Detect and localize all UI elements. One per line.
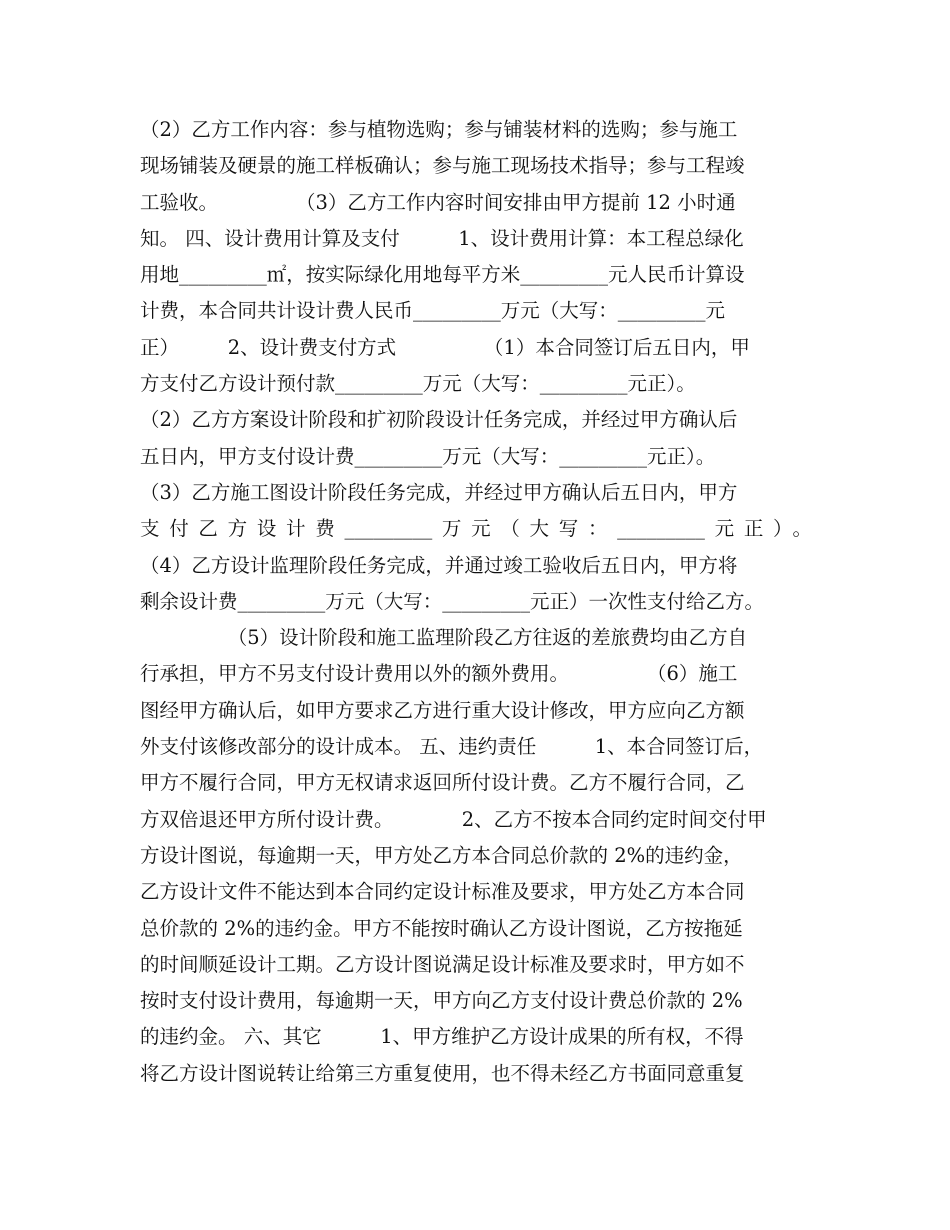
text-line: 方设计图说，每逾期一天，甲方处乙方本合同总价款的 2%的违约金，: [140, 843, 743, 867]
text-line: （2）乙方工作内容：参与植物选购；参与铺装材料的选购；参与施工: [140, 118, 738, 141]
text-line: 方支付乙方设计预付款_________万元（大写：_________元正）。: [140, 372, 696, 396]
text-line: 现场铺装及硬景的施工样板确认；参与施工现场技术指导；参与工程竣: [140, 154, 745, 178]
text-line: 计费，本合同共计设计费人民币_________万元（大写：_________元: [140, 299, 726, 323]
text-line: 用地_________㎡，按实际绿化用地每平方米_________元人民币计算设: [140, 263, 745, 287]
text-line: 乙方设计文件不能达到本合同约定设计标准及要求，甲方处乙方本合同: [140, 880, 745, 904]
text-line: 工验收。 （3）乙方工作内容时间安排由甲方提前 12 小时通: [140, 190, 736, 214]
text-line: 五日内，甲方支付设计费_________万元（大写：_________元正）。: [140, 444, 716, 468]
text-line: （2）乙方方案设计阶段和扩初阶段设计任务完成，并经过甲方确认后: [140, 408, 738, 432]
text-line: 支付乙方设计费_________万元（大写：_________元正）。: [140, 517, 812, 541]
text-line: 行承担，甲方不另支付设计费用以外的额外费用。 （6）施工: [140, 662, 738, 686]
text-line: 外支付该修改部分的设计成本。 五、违约责任 1、本合同签订后，: [140, 735, 764, 759]
text-line: 剩余设计费_________万元（大写：_________元正）一次性支付给乙方。: [140, 589, 765, 613]
text-line: 正） 2、设计费支付方式 （1）本合同签订后五日内，甲: [140, 335, 750, 359]
text-line: （5）设计阶段和施工监理阶段乙方往返的差旅费均由乙方自: [140, 626, 748, 650]
contract-body-text: [140, 112, 812, 1092]
text-line: 方双倍退还甲方所付设计费。 2、乙方不按本合同约定时间交付甲: [140, 807, 767, 831]
text-line: 图经甲方确认后，如甲方要求乙方进行重大设计修改，甲方应向乙方额: [140, 698, 745, 722]
text-line: （4）乙方设计监理阶段任务完成，并通过竣工验收后五日内，甲方将: [140, 553, 738, 577]
text-line: 总价款的 2%的违约金。甲方不能按时确认乙方设计图说，乙方按拖延: [140, 916, 743, 940]
text-line: （3）乙方施工图设计阶段任务完成，并经过甲方确认后五日内，甲方: [140, 480, 738, 504]
text-line: 的违约金。 六、其它 1、甲方维护乙方设计成果的所有权，不得: [140, 1025, 744, 1049]
text-line: 知。 四、设计费用计算及支付 1、设计费用计算：本工程总绿化: [140, 226, 744, 250]
text-line: 将乙方设计图说转让给第三方重复使用，也不得未经乙方书面同意重复: [140, 1061, 745, 1085]
text-line: 甲方不履行合同，甲方无权请求返回所付设计费。乙方不履行合同，乙: [140, 771, 745, 795]
text-line: 按时支付设计费用，每逾期一天，甲方向乙方支付设计费总价款的 2%: [140, 989, 743, 1013]
text-line: 的时间顺延设计工期。乙方设计图说满足设计标准及要求时，甲方如不: [140, 952, 745, 976]
